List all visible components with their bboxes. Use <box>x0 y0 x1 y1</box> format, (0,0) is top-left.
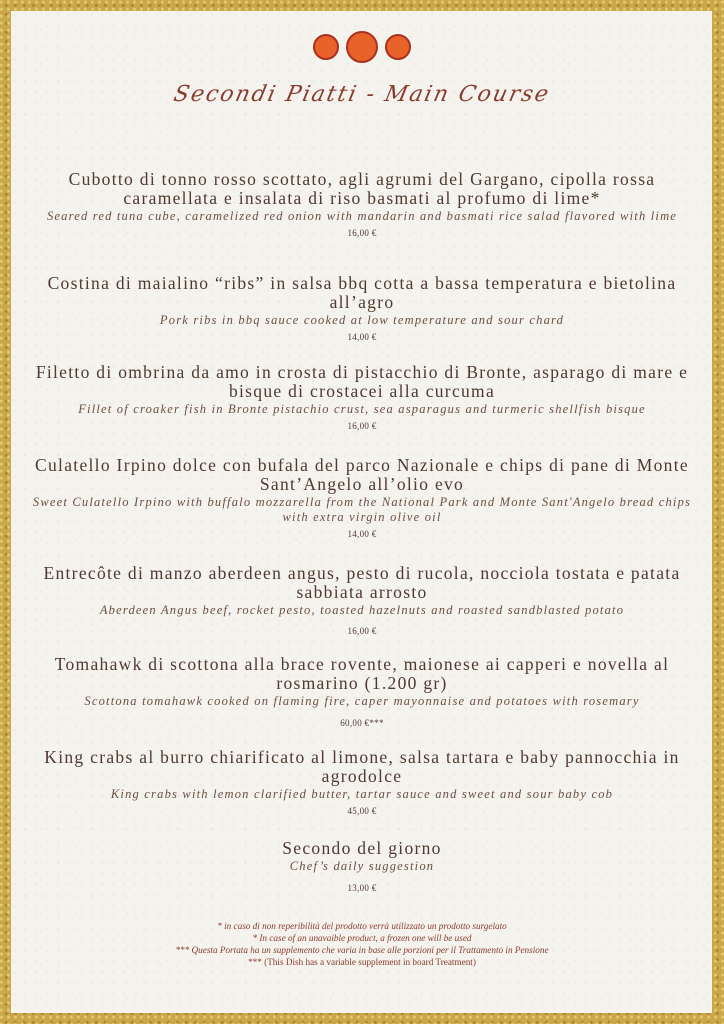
dish-item <box>20 170 704 238</box>
dish-price: 16,00 € <box>347 421 377 431</box>
dish-item <box>20 456 704 539</box>
footnote: * In case of an unavaible product, a frozen one will be used <box>252 933 472 943</box>
dish-name-italian: Secondo del giorno <box>282 838 442 858</box>
section-title: Secondi Piatti - Main Course <box>171 82 553 107</box>
dish-item <box>20 839 704 893</box>
footnote: *** Questa Portata ha un supplemento che varia in base alle porzioni per il Trattamento in Pensione <box>175 945 549 955</box>
dish-price: 14,00 € <box>347 529 377 539</box>
footnotes <box>0 920 724 968</box>
dish-price: 13,00 € <box>347 883 377 893</box>
dish-name-italian: King crabs al burro chiarificato al limone, salsa tartara e baby pannocchia in agrodolce <box>44 747 680 786</box>
footnote: * in caso di non reperibilità del prodotto verrà utilizzato un prodotto surgelato <box>217 921 507 931</box>
dish-price: 14,00 € <box>347 332 377 342</box>
dish-name-english: Seared red tuna cube, caramelized red onion with mandarin and basmati rice salad flavored with lime <box>46 209 678 223</box>
dish-item <box>20 363 704 431</box>
dish-name-english: Sweet Culatello Irpino with buffalo mozzarella from the National Park and Monte Sant'Angelo bread chips with extra virgin olive oil <box>32 495 692 524</box>
dish-item <box>20 564 704 636</box>
dish-name-italian: Culatello Irpino dolce con bufala del parco Nazionale e chips di pane di Monte Sant’Angelo all’olio evo <box>35 455 689 494</box>
dish-item <box>20 748 704 816</box>
dish-price: 16,00 € <box>347 228 377 238</box>
dish-name-english: Fillet of croaker fish in Bronte pistachio crust, sea asparagus and turmeric shellfish bisque <box>78 402 646 416</box>
dish-item <box>20 274 704 342</box>
footnote: *** (This Dish has a variable supplement in board Treatment) <box>248 957 476 967</box>
three-circles-logo-icon <box>297 28 427 66</box>
dish-name-english: Aberdeen Angus beef, rocket pesto, toasted hazelnuts and roasted sandblasted potato <box>99 603 625 617</box>
dish-price: 60,00 €*** <box>340 718 384 728</box>
dish-name-english: Chef’s daily suggestion <box>289 859 435 873</box>
dish-name-italian: Costina di maialino “ribs” in salsa bbq cotta a bassa temperatura e bietolina all’agro <box>47 273 677 312</box>
dish-item <box>20 655 704 728</box>
dish-price: 45,00 € <box>347 806 377 816</box>
dish-name-italian: Tomahawk di scottona alla brace rovente, maionese ai capperi e novella al rosmarino (1.200 gr) <box>54 654 670 693</box>
dish-name-english: Pork ribs in bbq sauce cooked at low temperature and sour chard <box>159 313 565 327</box>
dish-name-italian: Cubotto di tonno rosso scottato, agli agrumi del Gargano, cipolla rossa caramellata e insalata di riso basmati al profumo di lime* <box>68 169 656 208</box>
dish-name-english: King crabs with lemon clarified butter, tartar sauce and sweet and sour baby cob <box>110 787 614 801</box>
logo <box>0 28 724 66</box>
dish-name-italian: Filetto di ombrina da amo in crosta di pistacchio di Bronte, asparago di mare e bisque di crostacei alla curcuma <box>35 362 689 401</box>
dish-price: 16,00 € <box>347 626 377 636</box>
dish-name-english: Scottona tomahawk cooked on flaming fire, caper mayonnaise and potatoes with rosemary <box>84 694 640 708</box>
dish-name-italian: Entrecôte di manzo aberdeen angus, pesto di rucola, nocciola tostata e patata sabbiata arrosto <box>43 563 681 602</box>
